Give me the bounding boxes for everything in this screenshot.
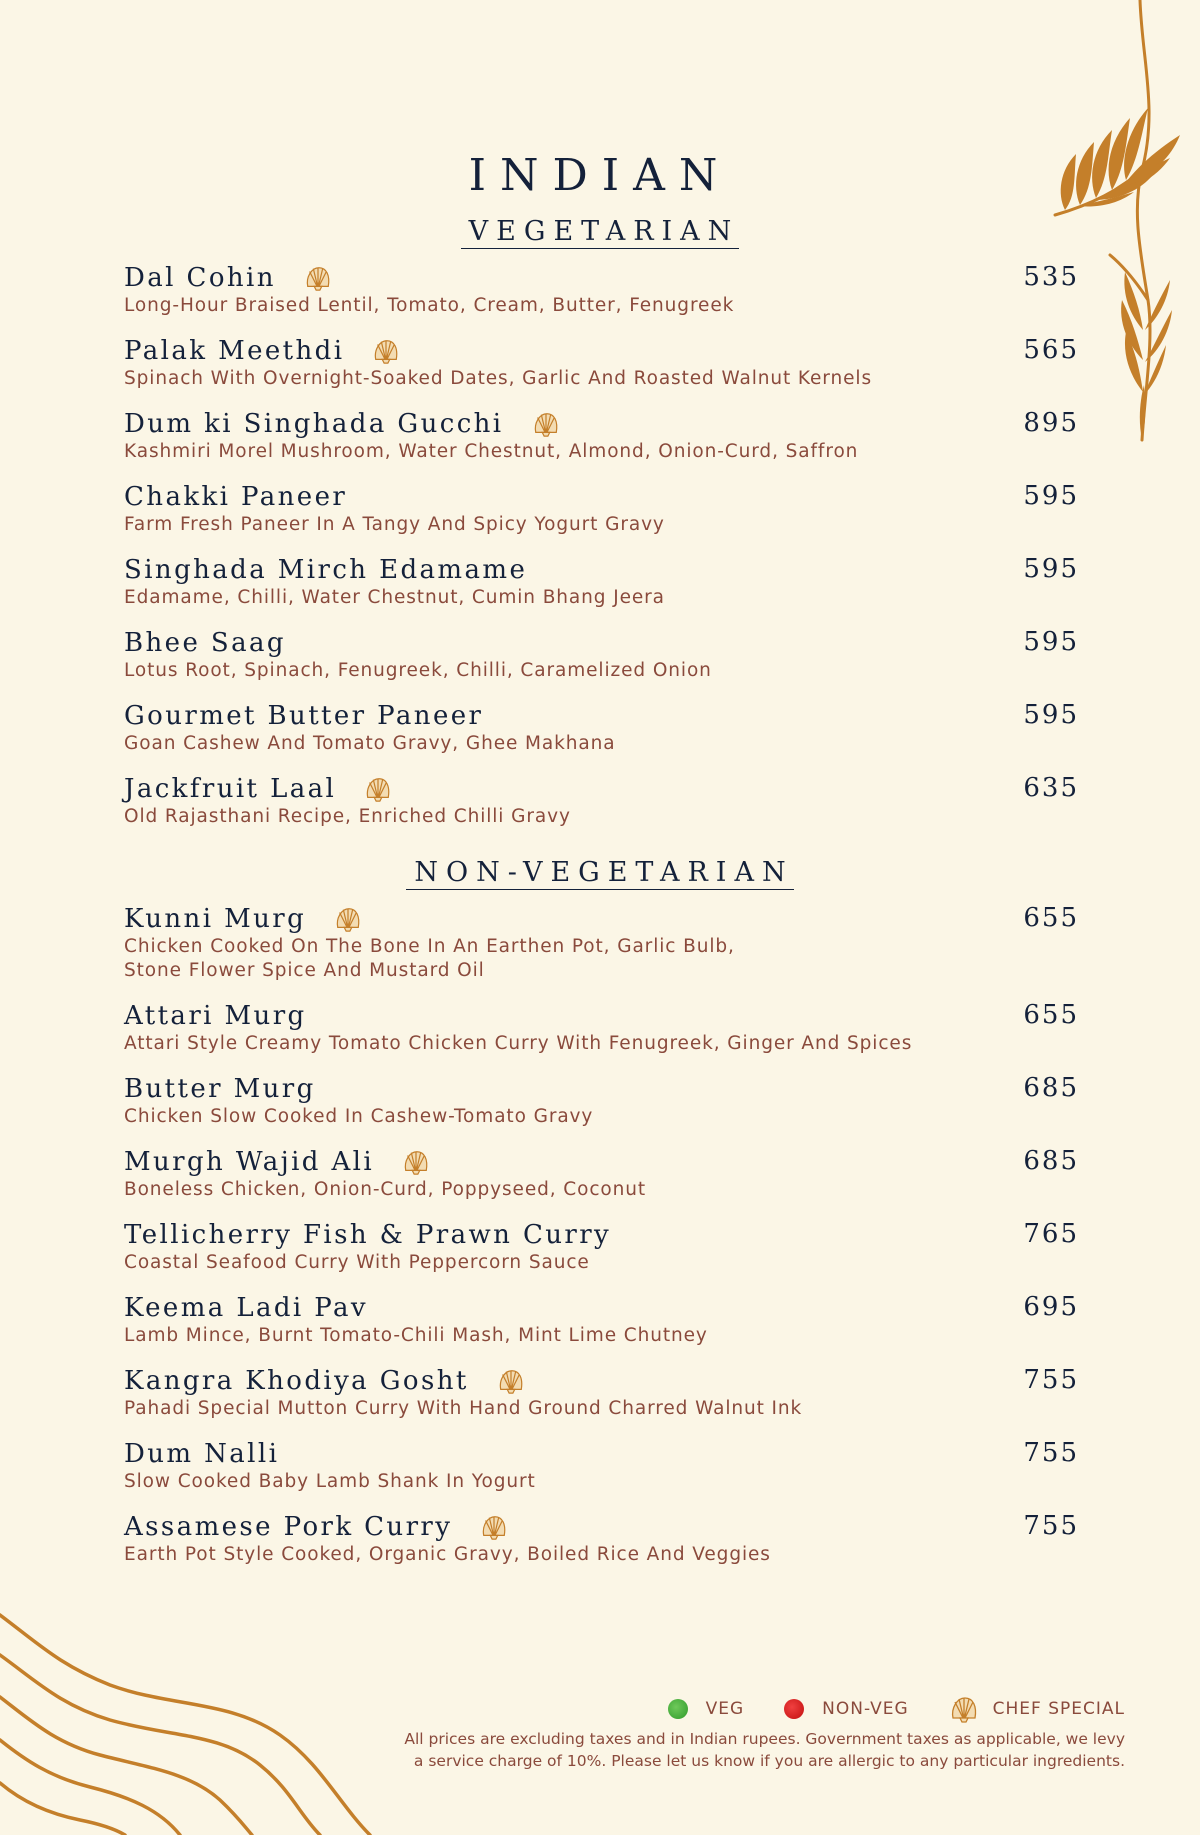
legend-chef-label: CHEF SPECIAL [992, 1699, 1125, 1719]
menu-item-price: 535 [1023, 262, 1079, 292]
veg-dot-icon [668, 1699, 688, 1719]
menu-item [124, 408, 1079, 464]
menu-item-description: Edamame, Chilli, Water Chestnut, Cumin Bhang Jeera [124, 587, 665, 608]
shell-icon [497, 1367, 525, 1395]
menu-item-price: 685 [1023, 1073, 1079, 1103]
menu-item-name-row [124, 1073, 1079, 1105]
menu-item-price: 685 [1023, 1146, 1079, 1176]
menu-item-name: Singhada Mirch Edamame [124, 555, 528, 585]
menu-item-description: Earth Pot Style Cooked, Organic Gravy, Boiled Rice And Veggies [124, 1544, 771, 1565]
section-title-vegetarian [0, 216, 1200, 247]
menu-item-name: Dum Nalli [124, 1439, 280, 1469]
menu-item-description: Boneless Chicken, Onion-Curd, Poppyseed, Coconut [124, 1179, 647, 1200]
menu-item-name: Bhee Saag [124, 628, 286, 658]
shell-icon [949, 1694, 979, 1724]
menu-item-name-row [124, 1219, 1079, 1251]
menu-item-price: 755 [1023, 1365, 1079, 1395]
shell-icon [364, 775, 392, 803]
menu-item-name: Assamese Pork Curry [124, 1512, 453, 1542]
menu-item-name-row [124, 1146, 1079, 1178]
legend-chef [949, 1694, 1125, 1724]
shell-icon [480, 1513, 508, 1541]
menu-item-description: Lotus Root, Spinach, Fenugreek, Chilli, Caramelized Onion [124, 660, 712, 681]
menu-item-name-row [124, 773, 1079, 805]
menu-title: INDIAN [468, 150, 732, 201]
menu-item-name: Palak Meethdi [124, 336, 345, 366]
menu-item-name: Chakki Paneer [124, 482, 348, 512]
menu-item-price: 565 [1023, 335, 1079, 365]
menu-item-name: Tellicherry Fish & Prawn Curry [124, 1220, 612, 1250]
menu-item-description: Coastal Seafood Curry With Peppercorn Sauce [124, 1252, 590, 1273]
menu-item-name-row [124, 481, 1079, 513]
footnote-line-1: All prices are excluding taxes and in Indian rupees. Government taxes as applicable, we levy [404, 1730, 1125, 1748]
menu-item-name-row [124, 1438, 1079, 1470]
footnote [305, 1728, 1125, 1772]
menu-item [124, 903, 1079, 983]
menu-item [124, 262, 1079, 318]
menu-item-name-row [124, 335, 1079, 367]
menu-item [124, 554, 1079, 610]
shell-icon [334, 905, 362, 933]
menu-item [124, 627, 1079, 683]
menu-item-name: Attari Murg [124, 1001, 307, 1031]
legend-nonveg [784, 1699, 909, 1719]
menu-item-name-row [124, 1292, 1079, 1324]
menu-item-description: Lamb Mince, Burnt Tomato-Chili Mash, Mint Lime Chutney [124, 1325, 708, 1346]
legend-veg-label: VEG [705, 1699, 745, 1719]
menu-item-price: 595 [1023, 627, 1079, 657]
menu-item-price: 595 [1023, 700, 1079, 730]
menu-item-description: Goan Cashew And Tomato Gravy, Ghee Makhana [124, 733, 616, 754]
menu-item-price: 755 [1023, 1438, 1079, 1468]
menu-item-name: Kunni Murg [124, 904, 307, 934]
menu-item [124, 335, 1079, 391]
nonveg-dot-icon [784, 1699, 804, 1719]
menu-item [124, 481, 1079, 537]
shell-icon [372, 337, 400, 365]
menu-item-name-row [124, 408, 1079, 440]
menu-item [124, 773, 1079, 829]
menu-item-description: Kashmiri Morel Mushroom, Water Chestnut, Almond, Onion-Curd, Saffron [124, 441, 859, 462]
menu-item-description: Spinach With Overnight-Soaked Dates, Garlic And Roasted Walnut Kernels [124, 368, 872, 389]
menu-item-name: Gourmet Butter Paneer [124, 701, 484, 731]
menu-item-name-row [124, 554, 1079, 586]
non-vegetarian-menu-list [124, 903, 1079, 1584]
footnote-line-2: a service charge of 10%. Please let us know if you are allergic to any particular ingredients. [413, 1752, 1125, 1770]
menu-item [124, 1000, 1079, 1056]
legend-nonveg-label: NON-VEG [822, 1699, 909, 1719]
menu-item-name: Kangra Khodiya Gosht [124, 1366, 469, 1396]
menu-item-name-row [124, 1365, 1079, 1397]
wave-lines-decoration [0, 1605, 400, 1835]
menu-item-price: 635 [1023, 773, 1079, 803]
menu-item [124, 1511, 1079, 1567]
menu-item [124, 1146, 1079, 1202]
menu-item-price: 895 [1023, 408, 1079, 438]
menu-item [124, 1438, 1079, 1494]
shell-icon [402, 1148, 430, 1176]
menu-item-name: Keema Ladi Pav [124, 1293, 369, 1323]
section-title-non-vegetarian-text: NON-VEGETARIAN [406, 857, 793, 890]
menu-item [124, 1292, 1079, 1348]
menu-item-price: 755 [1023, 1511, 1079, 1541]
shell-icon [304, 264, 332, 292]
menu-item-name-row [124, 903, 1079, 935]
vegetarian-menu-list [124, 262, 1079, 846]
menu-item-price: 695 [1023, 1292, 1079, 1322]
shell-icon [532, 410, 560, 438]
menu-item [124, 1219, 1079, 1275]
legend-veg [668, 1699, 745, 1719]
menu-item-description: Pahadi Special Mutton Curry With Hand Ground Charred Walnut Ink [124, 1398, 803, 1419]
menu-item-name: Dal Cohin [124, 263, 276, 293]
menu-item-description: Attari Style Creamy Tomato Chicken Curry With Fenugreek, Ginger And Spices [124, 1033, 913, 1054]
menu-item-description: Old Rajasthani Recipe, Enriched Chilli Gravy [124, 806, 571, 827]
menu-item-description: Slow Cooked Baby Lamb Shank In Yogurt [124, 1471, 536, 1492]
menu-item-name: Murgh Wajid Ali [124, 1147, 375, 1177]
menu-item-price: 655 [1023, 903, 1079, 933]
menu-item [124, 1365, 1079, 1421]
menu-item-description: Chicken Slow Cooked In Cashew-Tomato Gravy [124, 1106, 594, 1127]
section-title-vegetarian-text: VEGETARIAN [461, 216, 740, 249]
menu-item-description: Farm Fresh Paneer In A Tangy And Spicy Yogurt Gravy [124, 514, 665, 535]
menu-item-price: 595 [1023, 554, 1079, 584]
menu-item-description: Chicken Cooked On The Bone In An Earthen Pot, Garlic Bulb, [124, 936, 735, 957]
menu-item-price: 765 [1023, 1219, 1079, 1249]
menu-item [124, 700, 1079, 756]
menu-item-price: 595 [1023, 481, 1079, 511]
menu-item-name: Butter Murg [124, 1074, 316, 1104]
menu-item-description-line-2: Stone Flower Spice And Mustard Oil [124, 960, 485, 981]
menu-item-name-row [124, 1511, 1079, 1543]
section-title-non-vegetarian [0, 857, 1200, 888]
menu-item-name-row [124, 1000, 1079, 1032]
menu-item-price: 655 [1023, 1000, 1079, 1030]
menu-item-name-row [124, 627, 1079, 659]
menu-item-name: Dum ki Singhada Gucchi [124, 409, 504, 439]
menu-item [124, 1073, 1079, 1129]
menu-item-name-row [124, 700, 1079, 732]
legend [628, 1694, 1125, 1724]
menu-item-description: Long-Hour Braised Lentil, Tomato, Cream, Butter, Fenugreek [124, 295, 735, 316]
menu-item-name: Jackfruit Laal [124, 774, 337, 804]
menu-item-name-row [124, 262, 1079, 294]
